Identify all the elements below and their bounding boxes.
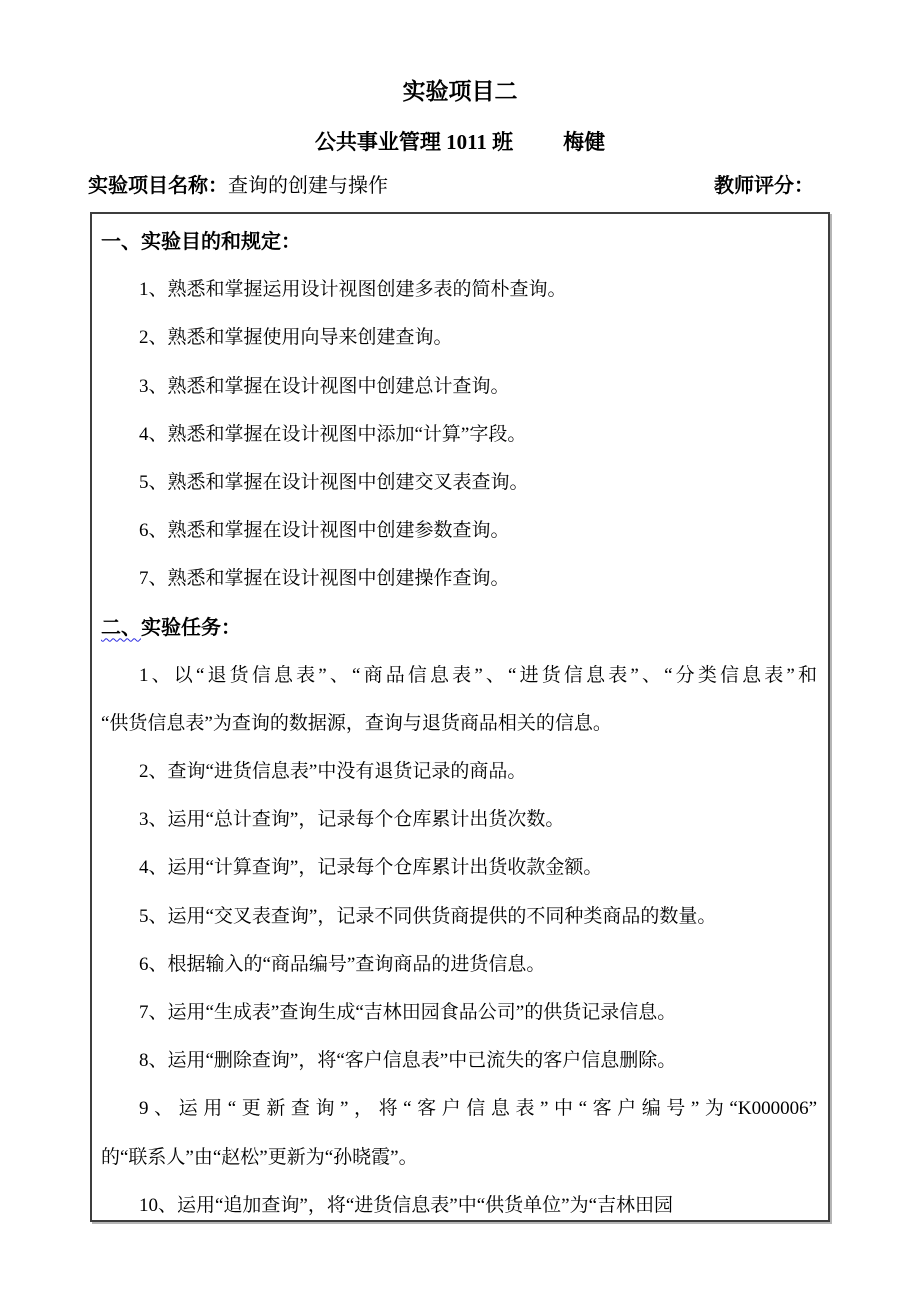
text-line: 2、熟悉和掌握使用向导来创建查询。 bbox=[139, 327, 453, 349]
text-line: 2、查询“进货信息表”中没有退货记录的商品。 bbox=[139, 761, 527, 783]
text-line: 1、以“退货信息表”、“商品信息表”、“进货信息表”、“分类信息表”和 bbox=[139, 664, 817, 686]
text-line: 7、熟悉和掌握在设计视图中创建操作查询。 bbox=[139, 568, 510, 590]
project-name-label: 实验项目名称： bbox=[88, 175, 228, 197]
section-tasks bbox=[101, 604, 817, 1223]
section-heading bbox=[101, 604, 817, 652]
text-line: 4、熟悉和掌握在设计视图中添加“计算”字段。 bbox=[139, 423, 527, 445]
text-line: 3、熟悉和掌握在设计视图中创建总计查询。 bbox=[139, 375, 510, 397]
text-line: 6、根据输入的“商品编号”查询商品的进货信息。 bbox=[139, 953, 546, 975]
section-lines bbox=[101, 266, 817, 603]
text-line: 4、运用“计算查询”，记录每个仓库累计出货收款金额。 bbox=[139, 857, 603, 879]
text-line: 5、熟悉和掌握在设计视图中创建交叉表查询。 bbox=[139, 471, 529, 493]
section-heading-text: 一、实验目的和规定： bbox=[101, 231, 301, 253]
section-heading-text: 实验任务： bbox=[141, 616, 241, 639]
text-line: 3、运用“总计查询”，记录每个仓库累计出货次数。 bbox=[139, 809, 565, 831]
author-name: 梅健 bbox=[563, 130, 606, 154]
text-line: 10、运用“追加查询”，将“进货信息表”中“供货单位”为“吉林田园 bbox=[139, 1194, 674, 1216]
project-name-value: 查询的创建与操作 bbox=[228, 175, 388, 197]
text-line: 5、运用“交叉表查询”，记录不同供货商提供的不同种类商品的数量。 bbox=[139, 905, 717, 927]
text-line: 的“联系人”由“赵松”更新为“孙晓霞”。 bbox=[101, 1146, 418, 1168]
section-heading-wavy: 二、 bbox=[101, 616, 141, 639]
section-lines bbox=[101, 652, 817, 1222]
project-field-row bbox=[88, 172, 814, 200]
section-heading bbox=[101, 218, 817, 266]
text-line: 9、运用“更新查询”，将“客户信息表”中“客户编号”为“K000006” bbox=[139, 1098, 817, 1120]
text-line: 6、熟悉和掌握在设计视图中创建参数查询。 bbox=[139, 520, 510, 542]
text-line: 7、运用“生成表”查询生成“吉林田园食品公司”的供货记录信息。 bbox=[139, 1002, 677, 1023]
text-line: 1、熟悉和掌握运用设计视图创建多表的简朴查询。 bbox=[139, 279, 567, 301]
text-line: “供货信息表”为查询的数据源，查询与退货商品相关的信息。 bbox=[101, 712, 612, 734]
class-name: 公共事业管理 1011 班 bbox=[314, 130, 514, 154]
class-author-line bbox=[0, 128, 920, 156]
experiment-content-box bbox=[90, 212, 830, 1222]
text-line: 8、运用“删除查询”，将“客户信息表”中已流失的客户信息删除。 bbox=[139, 1050, 677, 1072]
teacher-score-label: 教师评分： bbox=[714, 175, 814, 197]
section-objectives bbox=[101, 218, 817, 604]
document-title: 实验项目二 bbox=[402, 79, 518, 104]
